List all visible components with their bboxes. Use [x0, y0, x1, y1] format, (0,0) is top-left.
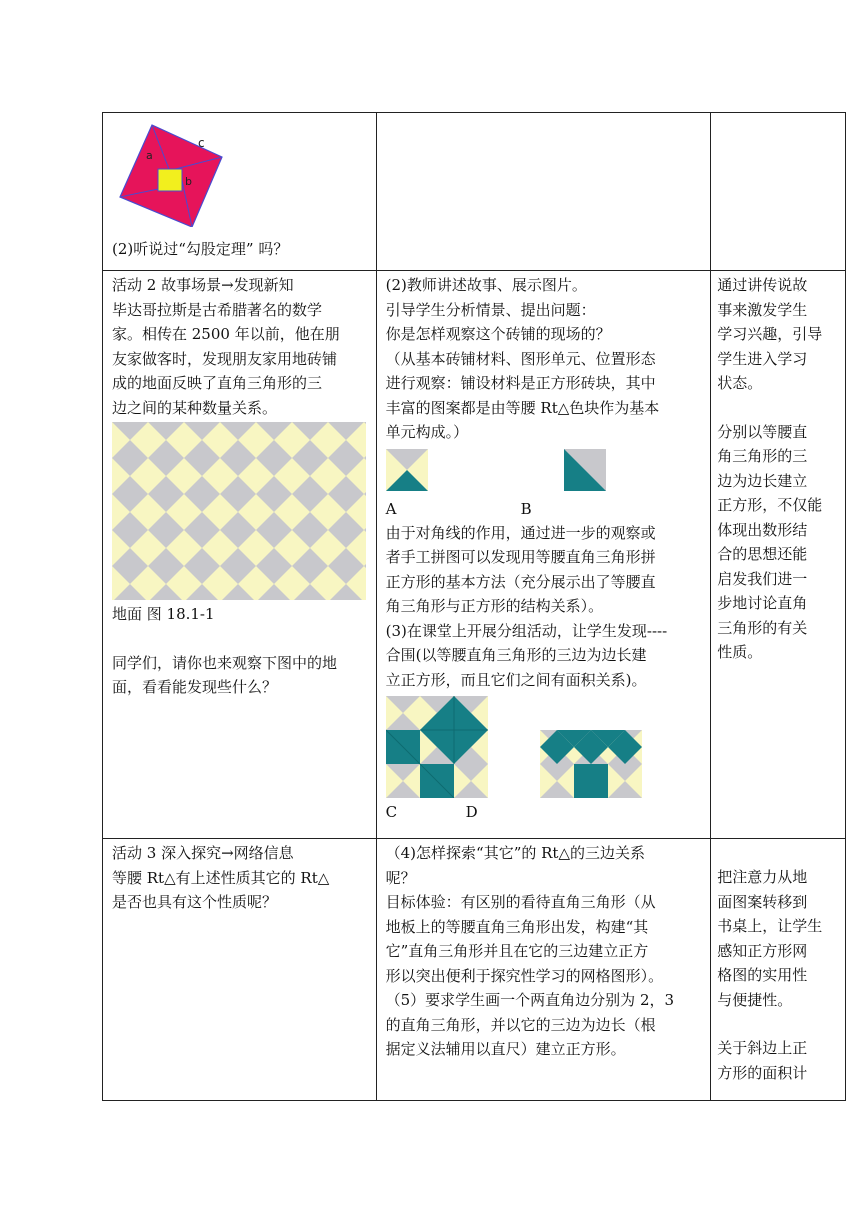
story-line: 家。相传在 2500 年以前，他在朋	[112, 325, 340, 343]
comment-line: 关于斜边上正	[717, 1039, 808, 1057]
row2-col1	[103, 271, 377, 839]
text-line: 单元构成。）	[385, 423, 469, 441]
comment-line: 把注意力从地	[717, 868, 808, 886]
text-line: 由于对角线的作用，通过进一步的观察或	[385, 523, 656, 542]
label-a: A	[385, 499, 397, 518]
comment-line: 边为边长建立	[717, 471, 808, 490]
comment-line: 与便捷性。	[717, 990, 793, 1009]
text-line: （5）要求学生画一个两直角边分别为 2，3	[385, 991, 675, 1009]
text-line: 目标体验：有区别的看待直角三角形（从	[385, 893, 656, 911]
comment-line: 启发我们进一	[717, 569, 808, 588]
text-line: 呢？	[385, 868, 416, 887]
comment-line: 书桌上，让学生	[717, 917, 823, 935]
floor-pattern-image	[112, 422, 374, 600]
comment-line: 正方形，不仅能	[717, 496, 823, 514]
text-line: 正方形的基本方法（充分展示出了等腰直	[385, 572, 656, 591]
row2-col3	[711, 271, 846, 839]
text-line: 地板上的等腰直角三角形出发，构建“其	[385, 917, 649, 936]
text-line: 者手工拼图可以发现用等腰直角三角形拼	[385, 548, 656, 566]
row2-col2	[376, 271, 711, 839]
table-row	[103, 113, 846, 271]
prompt-line: 同学们，请你也来观察下图中的地	[112, 653, 338, 672]
label-c: c	[198, 136, 205, 150]
text-line: (2)教师讲述故事、展示图片。	[385, 276, 587, 294]
figure-caption: 地面 图 18.1-1	[112, 605, 215, 623]
label-b: B	[520, 499, 532, 518]
comment-line: 角三角形的三	[717, 447, 808, 465]
lesson-plan-table	[102, 112, 846, 1101]
text-line: 立正方形，而且它们之间有面积关系)。	[385, 670, 647, 689]
row3-col3	[711, 839, 846, 1101]
row1-col3	[711, 113, 846, 271]
text-line: 形以突出便利于探究性学习的网格图形）。	[385, 966, 664, 985]
row1-col2	[376, 113, 711, 271]
text-line: 据定义法辅用以直尺）建立正方形。	[385, 1040, 626, 1058]
comment-line: 学生进入学习	[717, 349, 808, 368]
text-line: 引导学生分析情景、提出问题：	[385, 300, 596, 319]
activity3-title: 活动 3 深入探究→网络信息	[112, 844, 294, 862]
story-line: 友家做客时，发现朋友家用地砖铺	[112, 349, 338, 368]
row1-col1	[103, 113, 377, 271]
text-line: 丰富的图案都是由等腰 Rt△色块作为基本	[385, 398, 660, 417]
text-line: (3)在课堂上开展分组活动，让学生发现----	[385, 621, 668, 640]
tile-b-image	[564, 449, 606, 491]
comment-line: 体现出数形结	[717, 520, 808, 539]
pythagoras-diagram	[112, 117, 252, 227]
text-line: （4)怎样探索“其它”的 Rt△的三边关系	[385, 844, 645, 862]
pattern-d-image	[540, 730, 642, 798]
comment-line: 面图案转移到	[717, 892, 808, 911]
story-line: 成的地面反映了直角三角形的三	[112, 374, 323, 392]
text-line: 它”直角三角形并且在它的三边建立正方	[385, 942, 649, 960]
prompt-line: 面，看看能发现些什么？	[112, 678, 278, 696]
activity2-title: 活动 2 故事场景→发现新知	[112, 276, 294, 294]
comment-line: 状态。	[717, 374, 763, 392]
comment-line: 合的思想还能	[717, 545, 808, 563]
text-line: （从基本砖铺材料、图形单元、位置形态	[385, 349, 656, 368]
row3-col1	[103, 839, 377, 1101]
comment-line: 步地讨论直角	[717, 594, 808, 612]
label-b: b	[185, 175, 192, 188]
table-row	[103, 839, 846, 1101]
comment-line: 学习兴趣，引导	[717, 325, 823, 343]
label-c: C	[385, 803, 398, 821]
row3-col2	[376, 839, 711, 1101]
text-line: 是否也具有这个性质呢？	[112, 893, 278, 911]
story-line: 毕达哥拉斯是古希腊著名的数学	[112, 300, 323, 319]
comment-line: 性质。	[717, 643, 763, 661]
text-line: 等腰 Rt△有上述性质其它的 Rt△	[112, 868, 330, 887]
comment-line: 格图的实用性	[717, 966, 808, 984]
story-line: 边之间的某种数量关系。	[112, 398, 278, 417]
pattern-c-image	[386, 696, 488, 798]
text-line: 你是怎样观察这个砖铺的现场的？	[385, 325, 611, 343]
comment-line: 方形的面积计	[717, 1063, 808, 1082]
comment-line: 分别以等腰直	[717, 422, 808, 441]
comment-line: 感知正方形网	[717, 941, 808, 960]
text-line: 的直角三角形，并以它的三边为边长（根	[385, 1015, 656, 1034]
comment-line: 事来激发学生	[717, 300, 808, 319]
text-line: 进行观察：铺设材料是正方形砖块，其中	[385, 374, 656, 392]
table-row	[103, 271, 846, 839]
text-line: 角三角形与正方形的结构关系）。	[385, 597, 604, 615]
question-text: (2)听说过“勾股定理” 吗？	[112, 240, 289, 258]
text-line: 合围(以等腰直角三角形的三边为边长建	[385, 646, 647, 664]
label-a: a	[146, 149, 153, 162]
comment-line: 通过讲传说故	[717, 276, 808, 294]
label-d: D	[465, 803, 478, 821]
comment-line: 三角形的有关	[717, 618, 808, 637]
tile-a-image	[386, 449, 428, 491]
